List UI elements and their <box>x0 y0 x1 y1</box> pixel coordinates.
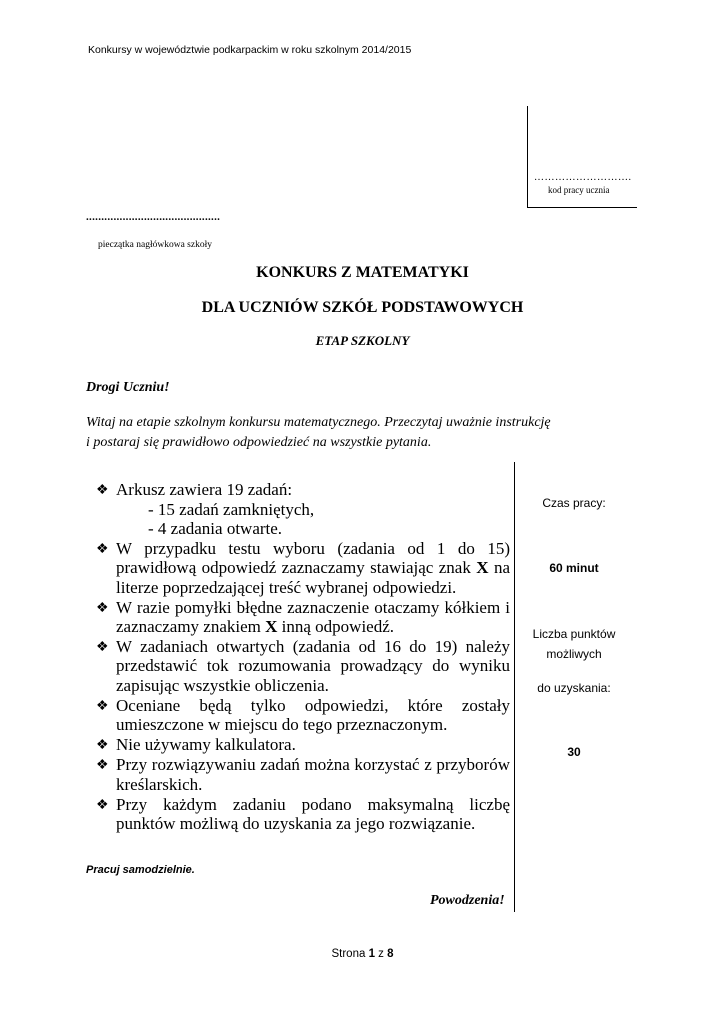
points-label-line-1: Liczba punktów <box>532 627 616 641</box>
instruction-text <box>116 539 510 598</box>
student-code-label: kod pracy ucznia <box>548 185 610 195</box>
x-mark: X <box>476 558 489 578</box>
diamond-bullet-icon: ❖ <box>96 797 109 813</box>
greeting: Drogi Uczniu! <box>86 380 170 395</box>
points-label-line-3: do uzyskania: <box>537 681 611 695</box>
instruction-item <box>96 637 510 696</box>
instruction-text <box>116 598 510 637</box>
instruction-item <box>96 598 510 637</box>
diamond-bullet-icon: ❖ <box>96 737 109 753</box>
student-code-field: ………………………. <box>534 172 632 183</box>
instruction-text-part: W przypadku testu wyboru (zadania od 1 do 15) prawidłową odpowiedź zaznaczamy stawiając znak <box>116 538 510 578</box>
instruction-text: W zadaniach otwartych (zadania od 16 do 19) należy przedstawić tok rozumowania prowadzący do wyniku zapisując wszystkie obliczenia. <box>116 636 510 695</box>
school-stamp-label: pieczątka nagłówkowa szkoły <box>98 240 212 250</box>
title-stage: ETAP SZKOLNY <box>315 333 410 348</box>
instruction-text: Przy rozwiązywaniu zadań można korzystać z przyborów kreślarskich. <box>116 755 510 794</box>
page-header: Konkursy w województwie podkarpackim w roku szkolnym 2014/2015 <box>88 44 412 56</box>
diamond-bullet-icon: ❖ <box>96 541 109 557</box>
instruction-subline: - 15 zadań zamkniętych, <box>148 499 315 519</box>
intro-line-1: Witaj na etapie szkolnym konkursu matematycznego. Przeczytaj uważnie instrukcję <box>86 415 551 430</box>
instruction-item <box>96 696 510 735</box>
instruction-text-part: na literze poprzedzającej treść wybranej odpowiedzi. <box>116 558 511 597</box>
instruction-item <box>96 755 510 794</box>
x-mark: X <box>265 617 278 637</box>
instruction-subline: - 4 zadania otwarte. <box>148 519 283 539</box>
instructions-list <box>96 480 510 834</box>
instruction-text-part: W razie pomyłki błędne zaznaczenie otaczamy kółkiem i zaznaczamy znakiem <box>116 597 510 637</box>
work-alone-note: Pracuj samodzielnie. <box>86 864 195 876</box>
page-footer <box>0 948 725 960</box>
page-number: 1 <box>368 948 375 960</box>
diamond-bullet-icon: ❖ <box>96 600 109 616</box>
instruction-text: Przy każdym zadaniu podano maksymalną liczbę punktów możliwą do uzyskania za jego rozwiązanie. <box>116 794 510 834</box>
footer-separator: z <box>374 948 388 960</box>
points-value: 30 <box>567 745 581 759</box>
instruction-text: Oceniane będą tylko odpowiedzi, które zostały umieszczone w miejscu do tego przeznaczonym. <box>116 695 510 735</box>
diamond-bullet-icon: ❖ <box>96 483 109 498</box>
time-label: Czas pracy: <box>542 496 606 510</box>
diamond-bullet-icon: ❖ <box>96 698 109 714</box>
instruction-text: Nie używamy kalkulatora. <box>116 734 296 754</box>
diamond-bullet-icon: ❖ <box>96 758 109 774</box>
instruction-text-part: inną odpowiedź. <box>277 617 395 637</box>
instruction-text: Arkusz zawiera 19 zadań: <box>116 480 293 499</box>
page-total: 8 <box>387 948 394 960</box>
instruction-item <box>96 735 510 756</box>
school-stamp-field: ............................................ <box>86 211 221 223</box>
time-value: 60 minut <box>549 561 599 575</box>
footer-prefix: Strona <box>331 948 369 960</box>
intro-line-2: i postaraj się prawidłowo odpowiedzieć na wszystkie pytania. <box>86 435 432 450</box>
title-audience: DLA UCZNIÓW SZKÓŁ PODSTAWOWYCH <box>201 299 524 316</box>
instruction-item <box>96 480 510 539</box>
intro-text <box>86 413 586 453</box>
title-contest: KONKURS Z MATEMATYKI <box>256 264 469 281</box>
instruction-item <box>96 539 510 598</box>
instruction-item <box>96 795 510 834</box>
points-label-line-2: możliwych <box>546 647 602 661</box>
diamond-bullet-icon: ❖ <box>96 639 109 655</box>
good-luck-note: Powodzenia! <box>430 893 505 908</box>
